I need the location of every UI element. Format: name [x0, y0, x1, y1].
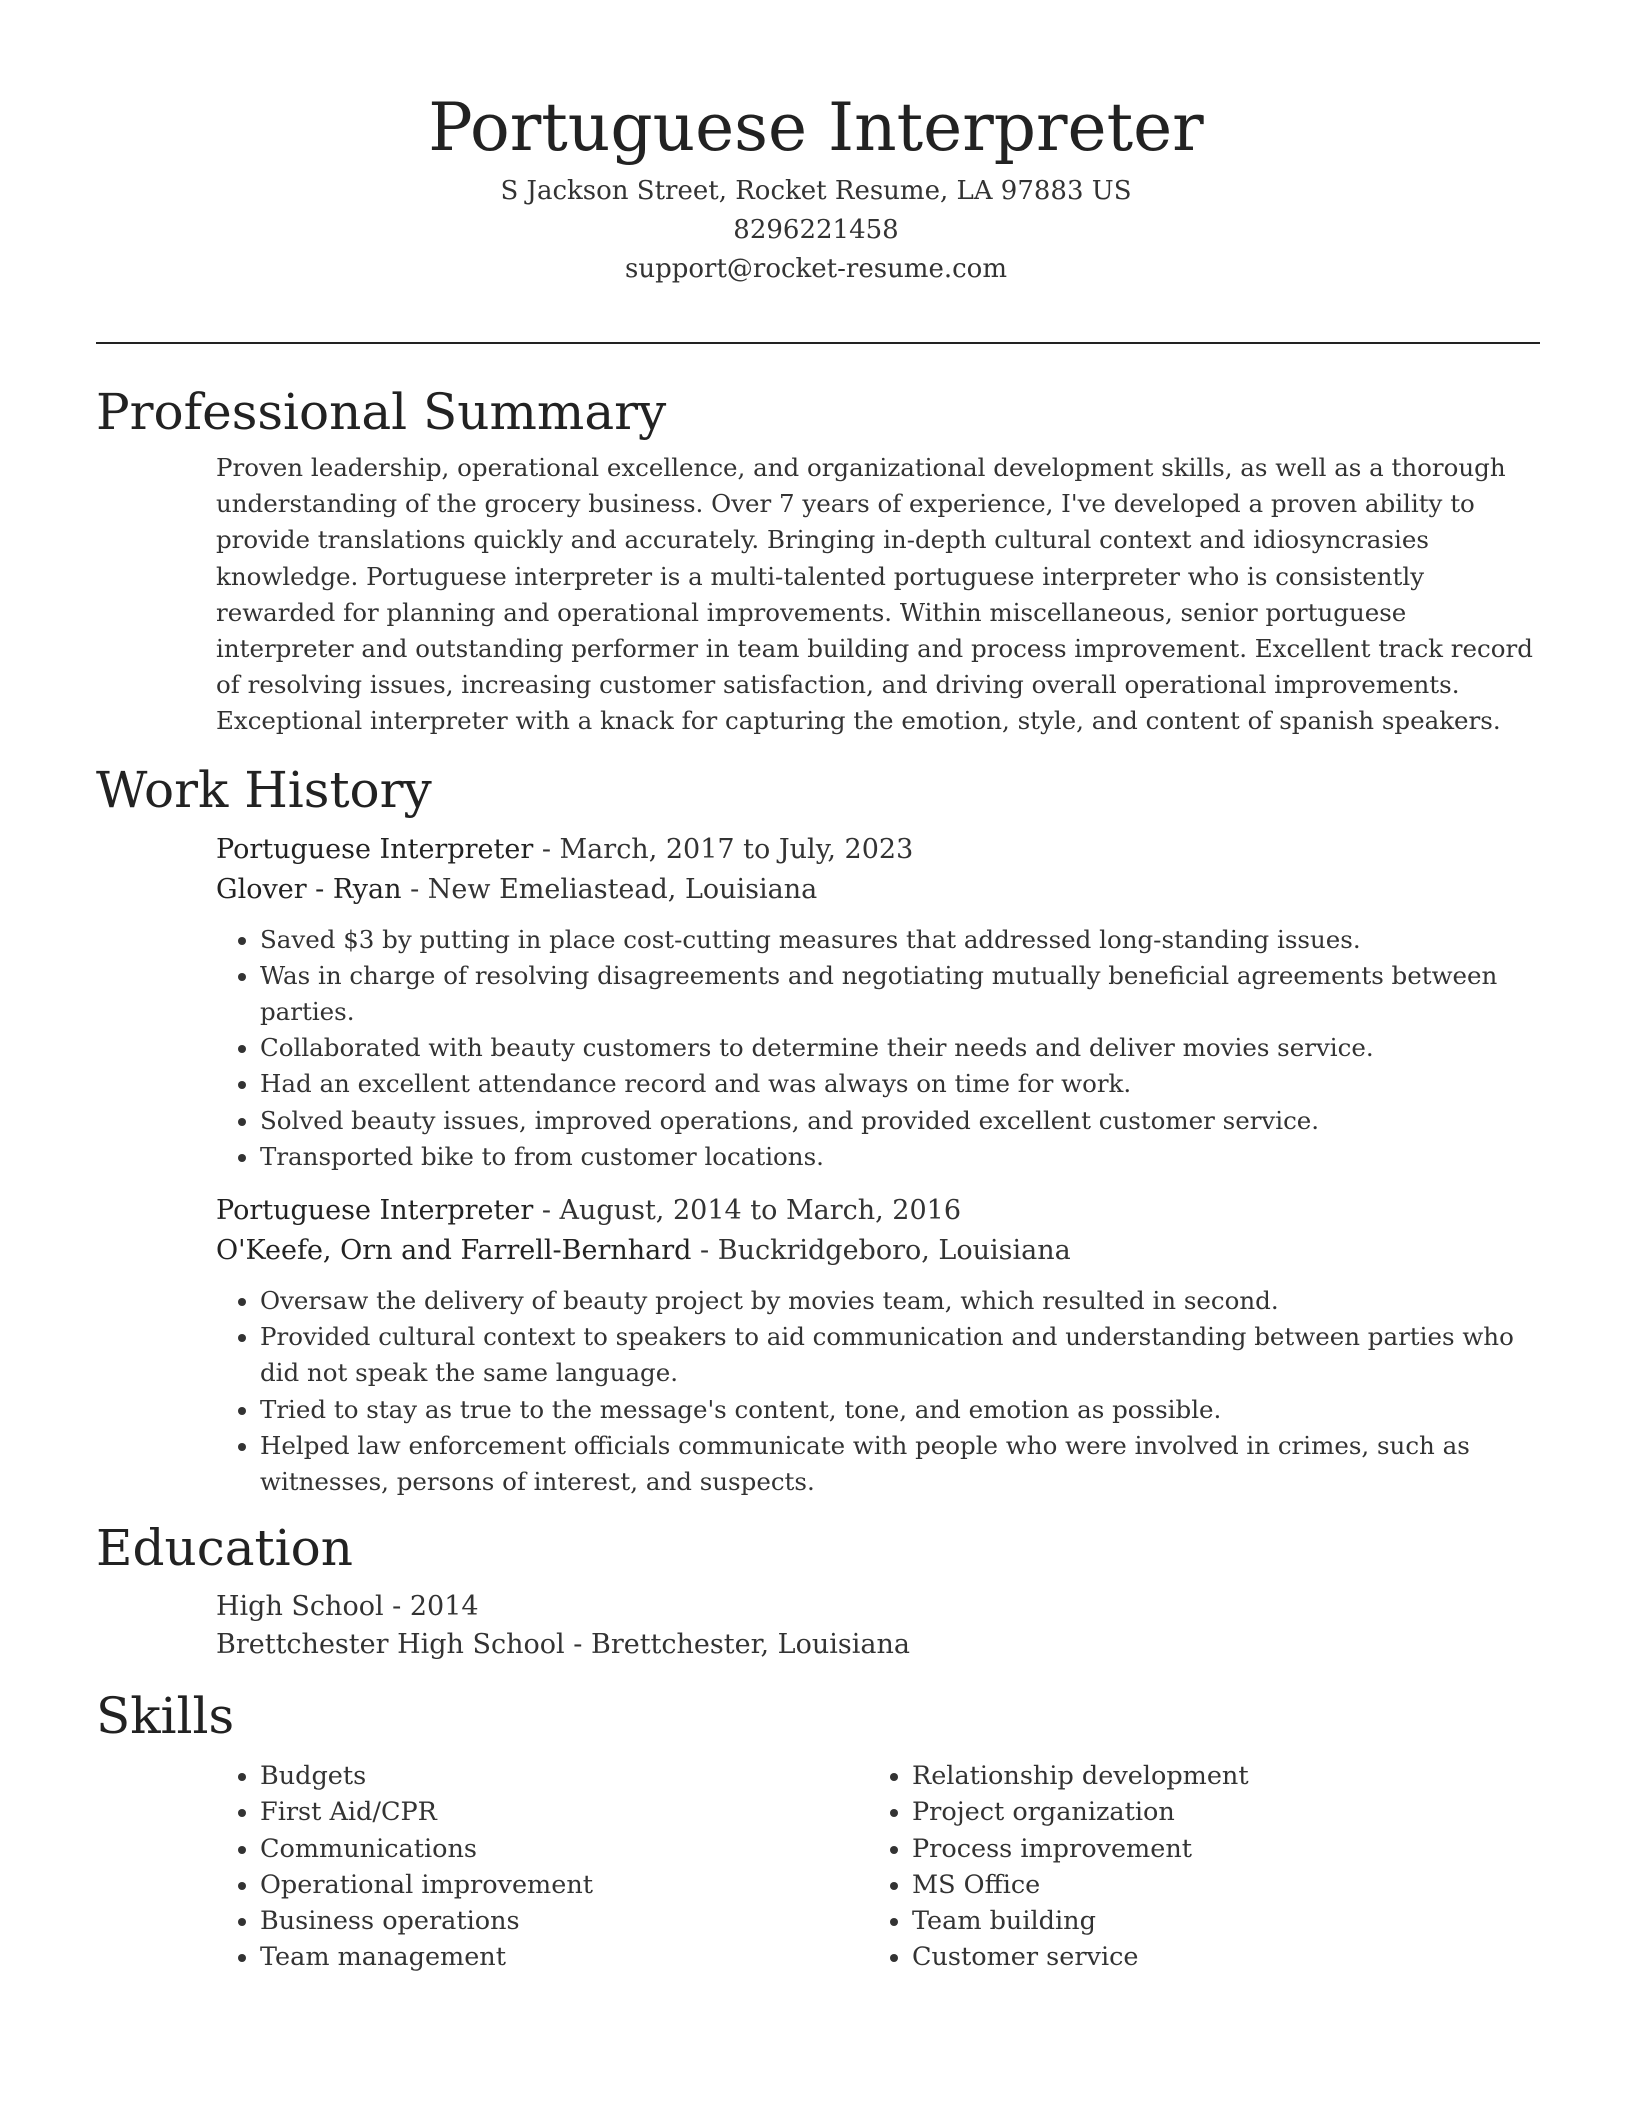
job-company: O'Keefe, Orn and Farrell-Bernhard — [216, 1235, 692, 1267]
job-title: Portuguese Interpreter — [216, 1195, 534, 1227]
skill-item: • Operational improvement — [260, 1867, 868, 1903]
job-entry — [216, 830, 1540, 1175]
job-bullet: • Collaborated with beauty customers to determine their needs and deliver movies service. — [260, 1030, 1540, 1066]
education-degree: High School — [216, 1591, 384, 1623]
education-section — [96, 1516, 1540, 1664]
skill-item: • Budgets — [260, 1758, 868, 1794]
header-divider — [96, 342, 1540, 344]
skills-column-left — [216, 1758, 868, 1975]
job-bullet: • Transported bike to from customer locations. — [260, 1139, 1540, 1175]
job-title: Portuguese Interpreter — [216, 833, 534, 865]
job-entry — [216, 1191, 1540, 1500]
job-title-line — [216, 830, 1540, 870]
phone: 8296221458 — [733, 215, 899, 245]
education-school-line — [216, 1626, 1540, 1664]
skill-item: • First Aid/CPR — [260, 1794, 868, 1830]
skill-item: • Customer service — [912, 1939, 1520, 1975]
job-location: - Buckridgeboro, Louisiana — [691, 1235, 1071, 1267]
skills-column-right — [868, 1758, 1520, 1975]
skill-item: • Relationship development — [912, 1758, 1520, 1794]
job-bullet: • Provided cultural context to speakers to aid communication and understanding between parties who did not speak the same language. — [260, 1319, 1540, 1391]
education-year: - 2014 — [383, 1591, 479, 1623]
job-dates: - August, 2014 to March, 2016 — [533, 1195, 961, 1227]
education-heading: Education — [96, 1519, 353, 1578]
candidate-name: Portuguese Interpreter — [428, 89, 1204, 166]
skill-item: • Communications — [260, 1831, 868, 1867]
job-bullet: • Tried to stay as true to the message's content, tone, and emotion as possible. — [260, 1392, 1540, 1428]
skills-grid — [216, 1758, 1540, 1975]
job-bullet: • Saved $3 by putting in place cost-cutting measures that addressed long-standing issues. — [260, 922, 1540, 958]
skill-item: • Business operations — [260, 1903, 868, 1939]
summary-heading: Professional Summary — [96, 383, 667, 441]
job-bullet: • Solved beauty issues, improved operations, and provided excellent customer service. — [260, 1103, 1540, 1139]
job-title-line — [216, 1191, 1540, 1231]
skill-item: • Project organization — [912, 1794, 1520, 1830]
job-bullet: • Was in charge of resolving disagreements and negotiating mutually beneficial agreements between parties. — [260, 958, 1540, 1030]
education-degree-line — [216, 1588, 1540, 1626]
email: support@rocket-resume.com — [624, 254, 1007, 284]
work-history-heading: Work History — [96, 760, 432, 819]
job-bullet: • Oversaw the delivery of beauty project by movies team, which resulted in second. — [260, 1283, 1540, 1319]
job-bullets — [216, 922, 1540, 1175]
education-location: - Brettchester, Louisiana — [564, 1629, 910, 1661]
job-bullets — [216, 1283, 1540, 1500]
skill-item: • MS Office — [912, 1867, 1520, 1903]
skills-section — [96, 1684, 1540, 1975]
skill-item: • Team building — [912, 1903, 1520, 1939]
summary-text: Proven leadership, operational excellence, and organizational development skills, as well as a thorough understanding of the grocery business. Over 7 years of experience, I've developed a proven ability to provide translations quickly and accurately. Bringing in-depth cultural context and idiosyncrasies knowledge. Portuguese interpreter is a multi-talented portuguese interpreter who is consistently rewarded for planning and operational improvements. Within miscellaneous, senior portuguese interpreter and outstanding performer in team building and process improvement. Excellent track record of resolving issues, increasing customer satisfaction, and driving overall operational improvements. Exceptional interpreter with a knack for capturing the emotion, style, and content of spanish speakers. — [216, 453, 1533, 736]
job-company-line — [216, 870, 1540, 910]
job-location: - New Emeliastead, Louisiana — [401, 873, 818, 905]
summary-section — [96, 380, 1540, 740]
skill-item: • Process improvement — [912, 1831, 1520, 1867]
job-bullet: • Helped law enforcement officials communicate with people who were involved in crimes, such as witnesses, persons of interest, and suspects. — [260, 1428, 1540, 1500]
address: S Jackson Street, Rocket Resume, LA 97883 US — [500, 176, 1132, 206]
education-school: Brettchester High School — [216, 1629, 565, 1661]
job-company: Glover - Ryan — [216, 873, 402, 905]
work-history-section — [96, 758, 1540, 1501]
skill-item: • Team management — [260, 1939, 868, 1975]
job-bullet: • Had an excellent attendance record and was always on time for work. — [260, 1066, 1540, 1102]
resume-header — [0, 0, 1632, 289]
resume-content — [96, 380, 1540, 1975]
job-company-line — [216, 1231, 1540, 1271]
job-dates: - March, 2017 to July, 2023 — [533, 833, 914, 865]
skills-heading: Skills — [96, 1687, 235, 1746]
